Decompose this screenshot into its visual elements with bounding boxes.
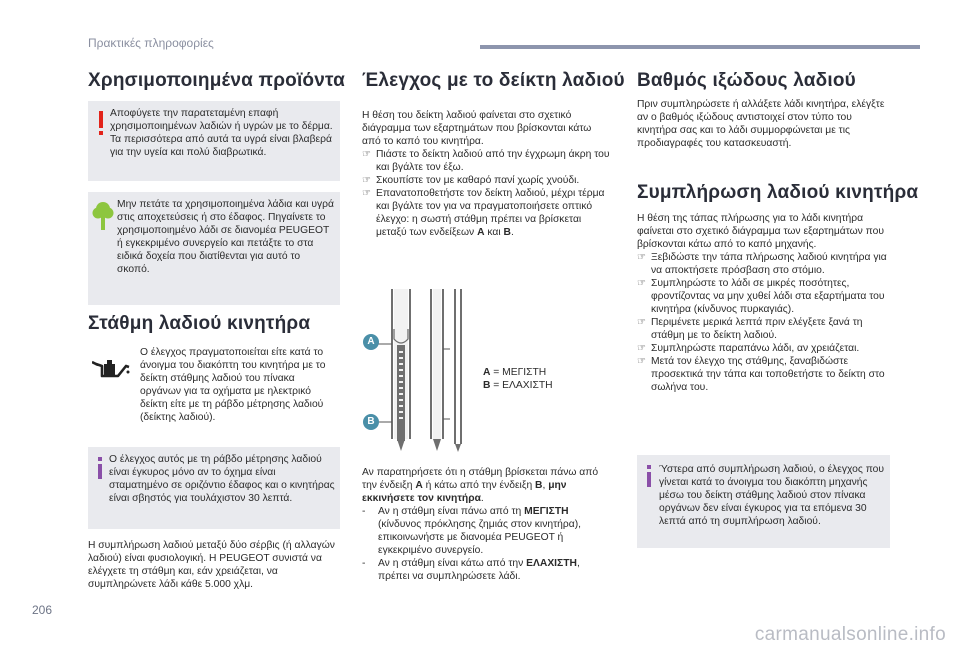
viscosity-text: Πριν συμπληρώσετε ή αλλάξετε λάδι κινητήρα, ελέγξτε αν ο βαθμός ιξώδους αντιστοιχεί στον τύπο του κινητήρα σας και το λάδι συμμορφώνεται με τις προδιαγραφές του κατασκευαστή. [637, 99, 885, 149]
topup-steps [637, 251, 887, 394]
list-item: - Αν η στάθμη είναι πάνω από τη ΜΕΓΙΣΤΗ (κίνδυνος πρόκλησης ζημιάς στον κινητήρα), επικοινωνήστε με διανομέα PEUGEOT ή εγκεκριμένο συνεργείο. [362, 506, 581, 556]
hand-pointer-icon: ☞ [637, 252, 646, 263]
list-item: ☞ Περιμένετε μερικά λεπτά πριν ελέγξετε ξανά τη στάθμη με το δείκτη λαδιού. [637, 317, 863, 341]
dipstick-steps [362, 148, 612, 239]
eco-text: Μην πετάτε τα χρησιμοποιημένα λάδια και υγρά στις αποχετεύσεις ή στο έδαφος. Πηγαίνετε το χρησιμοποιημένο λάδι σε διανομέα PEUGEOT ή εγκεκριμένο συνεργείο και πετάξτε το στα ειδικά δοχεία που διατίθενται για αυτό το σκοπό. [117, 199, 334, 275]
legend-min: B = ΕΛΑΧΙΣΤΗ [483, 380, 553, 391]
list-item: ☞ Σκουπίστε τον με καθαρό πανί χωρίς χνούδι. [362, 175, 580, 186]
tree-icon [92, 200, 114, 232]
oil-check-text: Ο έλεγχος πραγματοποιείται είτε κατά το άνοιγμα του διακόπτη του κινητήρα με το δείκτη στάθμης λαδιού του πίνακα οργάνων για τα οχήματα με ηλεκτρικό δείκτη είτε με τη ράβδο μέτρησης λαδιού (δείκτης λαδιού). [140, 347, 326, 423]
list-item: ☞ Επανατοποθετήστε τον δείκτη λαδιού, μέχρι τέρμα και βγάλτε τον για να πραγματοποιήσετε οπτικό έλεγχο: η σωστή στάθμη πρέπει να βρίσκεται μεταξύ των ενδείξεων A και B. [362, 188, 605, 238]
info-icon [96, 457, 104, 479]
hand-pointer-icon: ☞ [637, 278, 646, 289]
hand-pointer-icon: ☞ [637, 356, 646, 367]
topup-title: Συμπλήρωση λαδιού κινητήρα [637, 182, 919, 203]
level-cases [362, 505, 612, 583]
oil-level-title: Στάθμη λαδιού κινητήρα [88, 313, 311, 334]
warning-text: Αποφύγετε την παρατεταμένη επαφή χρησιμοποιημένων λαδιών ή υγρών με το δέρμα. Τα περισσότερα από αυτά τα υγρά είναι βλαβερά για την υγεία και πολύ διαβρωτικά. [110, 108, 333, 158]
dipstick-illustration [362, 289, 482, 459]
hand-pointer-icon: ☞ [362, 149, 371, 160]
eco-box [88, 192, 340, 305]
info-text: Ο έλεγχος αυτός με τη ράβδο μέτρησης λαδιού είναι έγκυρος μόνο αν το όχημα είναι σταματημένο σε οριζόντιο έδαφος και ο κινητήρας είναι σβηστός για τουλάχιστον 30 λεπτά. [109, 454, 335, 504]
topup-intro: Η θέση της τάπας πλήρωσης για το λάδι κινητήρα φαίνεται στο σχετικό διάγραμμα των εξαρτημάτων που βρίσκονται κάτω από το καπό μηχανής. [637, 213, 884, 250]
list-item: ☞ Συμπληρώστε το λάδι σε μικρές ποσότητες, φροντίζοντας να μην χυθεί λάδι στα εξαρτήματα του κινητήρα (κίνδυνος πυρκαγιάς). [637, 278, 885, 315]
level-warning-text: Αν παρατηρήσετε ότι η στάθμη βρίσκεται πάνω από την ένδειξη A ή κάτω από την ένδειξη B, μην εκκινήσετε τον κινητήρα. [362, 467, 599, 504]
header-rule [480, 45, 920, 49]
dipstick-intro: Η θέση του δείκτη λαδιού φαίνεται στο σχετικό διάγραμμα των εξαρτημάτων που βρίσκονται κάτω από το καπό του κινητήρα. [362, 110, 592, 147]
list-item: ☞ Συμπληρώστε παραπάνω λάδι, αν χρειάζεται. [637, 343, 860, 354]
info-box [88, 447, 340, 529]
list-item: ☞ Ξεβιδώστε την τάπα πλήρωσης λαδιού κινητήρα για να αποκτήσετε πρόσβαση στο στόμιο. [637, 252, 887, 276]
info-icon [645, 465, 653, 487]
list-item: ☞ Μετά τον έλεγχο της στάθμης, ξαναβιδώστε προσεκτικά την τάπα και τοποθετήστε το δείκτη στο σωλήνα του. [637, 356, 885, 393]
hand-pointer-icon: ☞ [637, 343, 646, 354]
hand-pointer-icon: ☞ [362, 175, 371, 186]
page-number: 206 [32, 603, 53, 617]
list-item: - Αν η στάθμη είναι κάτω από την ΕΛΑΧΙΣΤΗ, πρέπει να συμπληρώσετε λάδι. [362, 558, 580, 582]
marker-a-badge: A [363, 334, 379, 350]
section-title: Πρακτικές πληροφορίες [88, 36, 214, 50]
legend-max: A = ΜΕΓΙΣΤΗ [483, 367, 547, 378]
watermark: carmanualsonline.info [754, 624, 946, 645]
list-item: ☞ Πιάστε το δείκτη λαδιού από την έγχρωμη άκρη του και βγάλτε τον έξω. [362, 149, 610, 173]
warning-box [88, 101, 340, 181]
hand-pointer-icon: ☞ [362, 188, 371, 199]
marker-b-badge: B [363, 414, 379, 430]
dipstick-title: Έλεγχος με το δείκτη λαδιού [362, 70, 625, 91]
exclamation-icon [96, 111, 106, 137]
oil-can-icon [92, 358, 130, 380]
used-products-title: Χρησιμοποιημένα προϊόντα [88, 70, 346, 91]
topup-info-text: Ύστερα από συμπλήρωση λαδιού, ο έλεγχος που γίνεται κατά το άνοιγμα του διακόπτη μηχανής μέσω του δείκτη στάθμης λαδιού στον πίνακα οργάνων δεν είναι έγκυρος για τα επόμενα 30 λεπτά από τη συμπλήρωση λαδιού. [659, 464, 885, 527]
hand-pointer-icon: ☞ [637, 317, 646, 328]
topup-paragraph: Η συμπλήρωση λαδιού μεταξύ δύο σέρβις (ή αλλαγών λαδιού) είναι φυσιολογική. Η PEUGEOT συνιστά να ελέγχετε τη στάθμη και, εάν χρειάζεται, να συμπληρώνετε λάδι κάθε 5.000 χλμ. [88, 540, 335, 590]
topup-info-box [637, 455, 890, 548]
viscosity-title: Βαθμός ιξώδους λαδιού [637, 70, 856, 91]
